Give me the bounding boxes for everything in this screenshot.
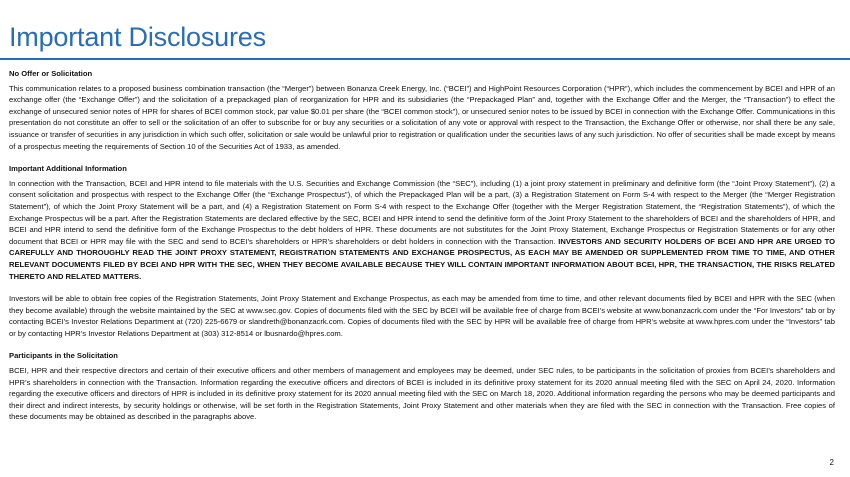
- title-divider: [0, 58, 850, 60]
- participants-heading: Participants in the Solicitation: [9, 351, 118, 361]
- additional-info-paragraph: [9, 178, 835, 282]
- additional-info-heading: Important Additional Information: [9, 164, 127, 174]
- no-offer-heading: No Offer or Solicitation: [9, 69, 93, 78]
- investor-warning-text: INVESTORS AND SECURITY HOLDERS OF BCEI AND HPR ARE URGED TO CAREFULLY AND THOROUGHLY READ THE JOINT PROXY STATEMENT, REGISTRATION STATEMENTS AND EXCHANGE PROSPECTUS, AS EACH MAY BE AMENDED OR SUPPLEMENTED FROM TIME TO TIME, AND OTHER RELEVANT DOCUMENTS FILED BY BCEI AND HPR WITH THE SEC, WHEN THEY BECOME AVAILABLE BECAUSE THEY WILL CONTAIN IMPORTANT INFORMATION ABOUT BCEI, HPR, THE TRANSACTION, THE RISKS RELATED THERETO AND RELATED MATTERS.: [9, 236, 835, 281]
- participants-paragraph: BCEI, HPR and their respective directors and certain of their executive officers and other members of management and employees may be deemed, under SEC rules, to be participants in the solicitation of proxies from BCEI’s shareholders and HPR’s shareholders in connection with the Transaction. Information regarding the executive officers and directors of BCEI is included in its definitive proxy statement for its 2020 annual meeting filed with the SEC on April 24, 2020. Information regarding the executive officers and directors of HPR is included in its definitive proxy statement for its 2020 annual meeting filed with the SEC on March 18, 2020. Additional information regarding the persons who may be deemed participants and their direct and indirect interests, by security holdings or otherwise, will be set forth in the Registration Statements, Joint Proxy Statement and other materials when they are filed with the SEC in connection with the Transaction. Free copies of these documents may be obtained as described in the paragraphs above.: [9, 366, 835, 422]
- disclosures-body: [9, 68, 835, 423]
- free-copies-paragraph: Investors will be able to obtain free copies of the Registration Statements, Joint Proxy Statement and Exchange Prospectus, as each may be amended from time to time, and other relevant documents filed by BCEI and HPR with the SEC (when they become available) through the website maintained by the SEC at www.sec.gov. Copies of documents filed with the SEC by BCEI will be available free of charge from BCEI’s website at www.bonanzacrk.com under the “For Investors” tab or by contacting BCEI’s Investor Relations Department at (720) 225-6679 or slandreth@bonanzacrk.com. Copies of documents filed with the SEC by HPR will be available free of charge from HPR’s website at www.hpres.com under the “Investors” tab or by contacting HPR’s Investor Relations Department at (303) 312-8514 or lbusnardo@hpres.com.: [9, 294, 835, 338]
- page-title: Important Disclosures: [9, 22, 266, 52]
- additional-info-text: In connection with the Transaction, BCEI and HPR intend to file materials with the U.S. Securities and Exchange Commission (the “SEC”), including (1) a joint proxy statement in preliminary and definitive form (the “Joint Proxy Statement”), (2) a consent solicitation and prospectus with respect to the Exchange Offer (the “Exchange Prospectus”), of which the Prepackaged Plan will be a part, (3) a Registration Statement on Form S-4 with respect to the Merger (the “Merger Registration Statement”), of which the Joint Proxy Statement will be a part, and (4) a Registration Statement on Form S-4 with respect to the Exchange Offer (together with the Merger Registration Statement, the “Registration Statements”), of which the Exchange Prospectus will be a part. After the Registration Statements are declared effective by the SEC, BCEI and HPR intend to send the definitive form of the Joint Proxy Statement to the shareholders of BCEI and the shareholders of HPR, and BCEI and HPR intend to send the definitive form of the Exchange Prospectus to the debt holders of HPR. These documents are not substitutes for the Joint Proxy Statement, Exchange Prospectus or Registration Statements or for any other document that BCEI or HPR may file with the SEC and send to BCEI’s shareholders or HPR’s shareholders or debt holders in connection with the Transaction.: [9, 178, 835, 246]
- no-offer-paragraph: This communication relates to a proposed business combination transaction (the “Merger”) between Bonanza Creek Energy, Inc. (“BCEI”) and HighPoint Resources Corporation (“HPR”), which includes the commencement by BCEI and HPR of an exchange offer (the “Exchange Offer”) and the solicitation of a prepackaged plan of reorganization for HPR and its subsidiaries (the “Prepackaged Plan” and, together with the Exchange Offer and the Merger, the “Transaction”) to effect the exchange of unsecured senior notes of HPR for shares of BCEI common stock, par value $0.01 per share (the “BCEI common stock”), or unsecured senior notes to be issued by BCEI in connection with the Exchange Offer. Communications in this presentation do not constitute an offer to sell or the solicitation of an offer to subscribe for or buy any securities or a solicitation of any vote or approval with respect to the Transaction, the Exchange Offer or otherwise, nor shall there be any sale, issuance or transfer of securities in any jurisdiction in which such offer, solicitation or sale would be unlawful prior to registration or qualification under the securities laws of any such jurisdiction. No offer of securities shall be made except by means of a prospectus meeting the requirements of Section 10 of the Securities Act of 1933, as amended.: [9, 83, 835, 151]
- page-number: 2: [829, 458, 834, 467]
